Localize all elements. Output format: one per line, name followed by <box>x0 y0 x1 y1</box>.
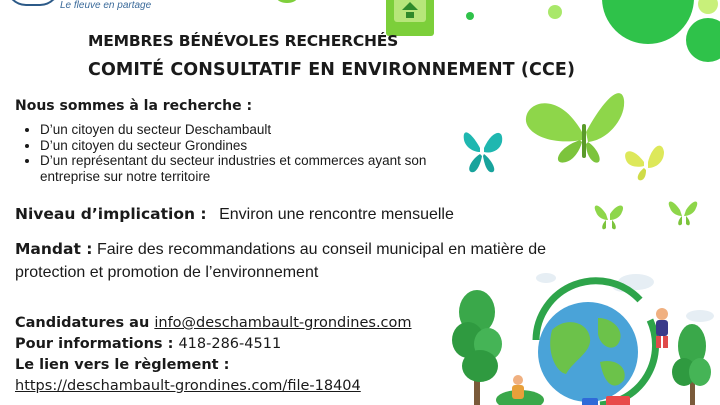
butterfly-small-2-icon <box>669 202 698 226</box>
logo-tagline: Le fleuve en partage <box>60 0 152 11</box>
applications-row <box>15 313 412 334</box>
involvement-value: Environ une rencontre mensuelle <box>219 206 454 223</box>
leaf-icon <box>277 0 297 3</box>
tree-right-icon <box>672 324 711 405</box>
recycling-bin-icon <box>386 0 434 36</box>
list-item: • D’un représentant du secteur industries et commerces ayant son entreprise sur notre territoire <box>40 153 470 184</box>
email-link[interactable]: info@deschambault-grondines.com <box>154 315 412 331</box>
bin-icon <box>606 396 630 405</box>
info-row <box>15 334 412 355</box>
rules-link[interactable]: https://deschambault-grondines.com/file-18404 <box>15 378 361 394</box>
involvement-label: Niveau d’implication : <box>15 205 207 223</box>
mandate-row <box>15 238 575 284</box>
bin-blue-icon <box>582 398 598 405</box>
green-dot-small <box>466 12 474 20</box>
list-item: • D’un citoyen du secteur Grondines <box>40 138 470 154</box>
rules-label: Le lien vers le règlement : <box>15 357 230 373</box>
green-circle-small <box>698 0 718 14</box>
involvement-row <box>15 205 454 224</box>
applications-label: Candidatures au <box>15 315 150 331</box>
info-label: Pour informations : <box>15 336 174 352</box>
phone-number: 418-286-4511 <box>178 336 282 352</box>
earth-illustration <box>536 281 656 405</box>
green-circle-large <box>602 0 694 44</box>
butterfly-lime-icon <box>625 146 664 181</box>
page-subtitle: COMITÉ CONSULTATIF EN ENVIRONNEMENT (CCE) <box>88 60 576 80</box>
green-circle-medium <box>686 18 720 62</box>
page-title: MEMBRES BÉNÉVOLES RECHERCHÉS <box>88 32 399 50</box>
mandate-label: Mandat : <box>15 240 93 258</box>
contact-block <box>15 313 412 397</box>
mandate-value: Faire des recommandations au conseil municipal en matière de protection et promotion de l’environnement <box>15 241 547 281</box>
list-item: • D’un citoyen du secteur Deschambault <box>40 122 470 138</box>
search-heading: Nous sommes à la recherche : <box>15 98 253 114</box>
butterfly-icon <box>526 93 624 162</box>
green-dot <box>548 5 562 19</box>
tree-left-icon <box>452 290 502 405</box>
butterfly-small-icon <box>595 206 623 230</box>
search-list <box>22 122 470 184</box>
